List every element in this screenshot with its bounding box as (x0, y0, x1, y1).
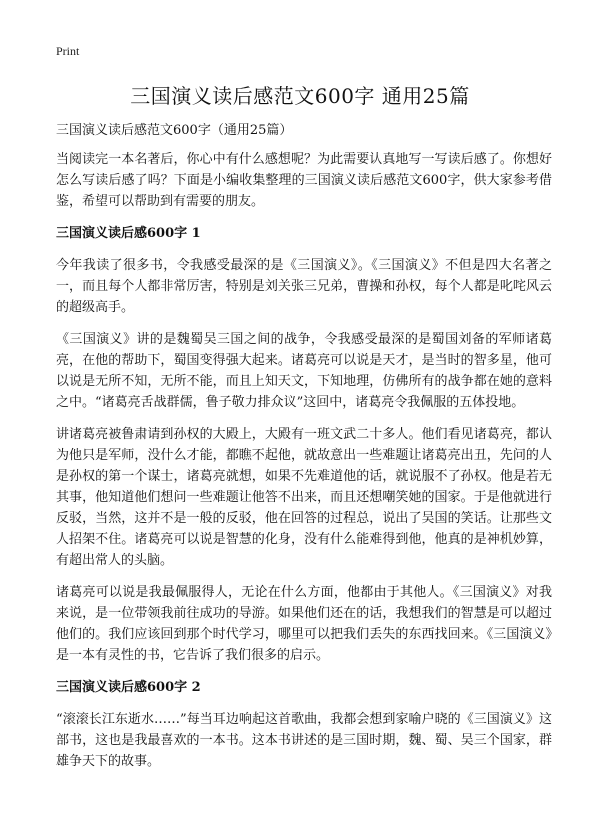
section-1-paragraph-4: 诸葛亮可以说是我最佩服得人，无论在什么方面，他都由于其他人。《三国演义》对我来说，是一位带领我前往成功的导游。如果他们还在的话，我想我们的智慧是可以超过他们的。我们应该回到那个时代学习，哪里可以把我们丢失的东西找回来。《三国演义》是一本有灵性的书，它告诉了我们很多的启示。 (56, 585, 552, 663)
section-1-paragraph-1: 今年我读了很多书，令我感受最深的是《三国演义》。《三国演义》不但是四大名著之一，而且每个人都非常厉害，特别是刘关张三兄弟，曹操和孙权，每个人都是叱咤风云的超级高手。 (56, 258, 552, 315)
section-2-paragraph-1: “滚滚长江东逝水……”每当耳边响起这首歌曲，我都会想到家喻户晓的《三国演义》这部书，这也是我最喜欢的一本书。这本书讲述的是三国时期，魏、蜀、吴三个国家，群雄争天下的故事。 (56, 712, 552, 769)
print-label[interactable]: Print (56, 44, 80, 58)
section-heading-1: 三国演义读后感600字 1 (56, 226, 201, 241)
section-1-paragraph-2: 《三国演义》讲的是魏蜀吴三国之间的战争，令我感受最深的是蜀国刘备的军师诸葛亮，在他的帮助下，蜀国变得强大起来。诸葛亮可以说是天才，是当时的智多星，他可以说是无所不知，无所不能，而且上知天文，下知地理，仿佛所有的战争都在她的意料之中。“诸葛亮舌战群儒，鲁子敬力排众议”这回中，诸葛亮令我佩服的五体投地。 (56, 332, 552, 410)
section-heading-2: 三国演义读后感600字 2 (56, 680, 201, 695)
section-1-paragraph-3: 讲诸葛亮被鲁肃请到孙权的大殿上，大殿有一班文武二十多人。他们看见诸葛亮，都认为他只是军师，没什么才能，都瞧不起他，就故意出一些难题让诸葛亮出丑，先问的人是孙权的第一个谋士，诸葛亮就想，如果不先难道他的话，就说服不了孙权。他是若无其事，他知道他们想问一些难题让他答不出来，而且还想嘲笑她的国家。于是他就进行反驳，当然，这并不是一般的反驳，他在回答的过程总，说出了吴国的笑话。让那些文人招架不住。诸葛亮可以说是智慧的化身，没有什么能难得到他，他真的是神机妙算，有超出常人的头脑。 (56, 427, 552, 568)
page-title: 三国演义读后感范文600字 通用25篇 (130, 84, 470, 108)
intro-paragraph: 当阅读完一本名著后，你心中有什么感想呢？为此需要认真地写一写读后感了。你想好怎么写读后感了吗？下面是小编收集整理的三国演义读后感范文600字，供大家参考借鉴，希望可以帮助到有需要的朋友。 (56, 152, 552, 209)
document-subtitle: 三国演义读后感范文600字（通用25篇） (56, 123, 293, 138)
document-body (56, 120, 552, 783)
